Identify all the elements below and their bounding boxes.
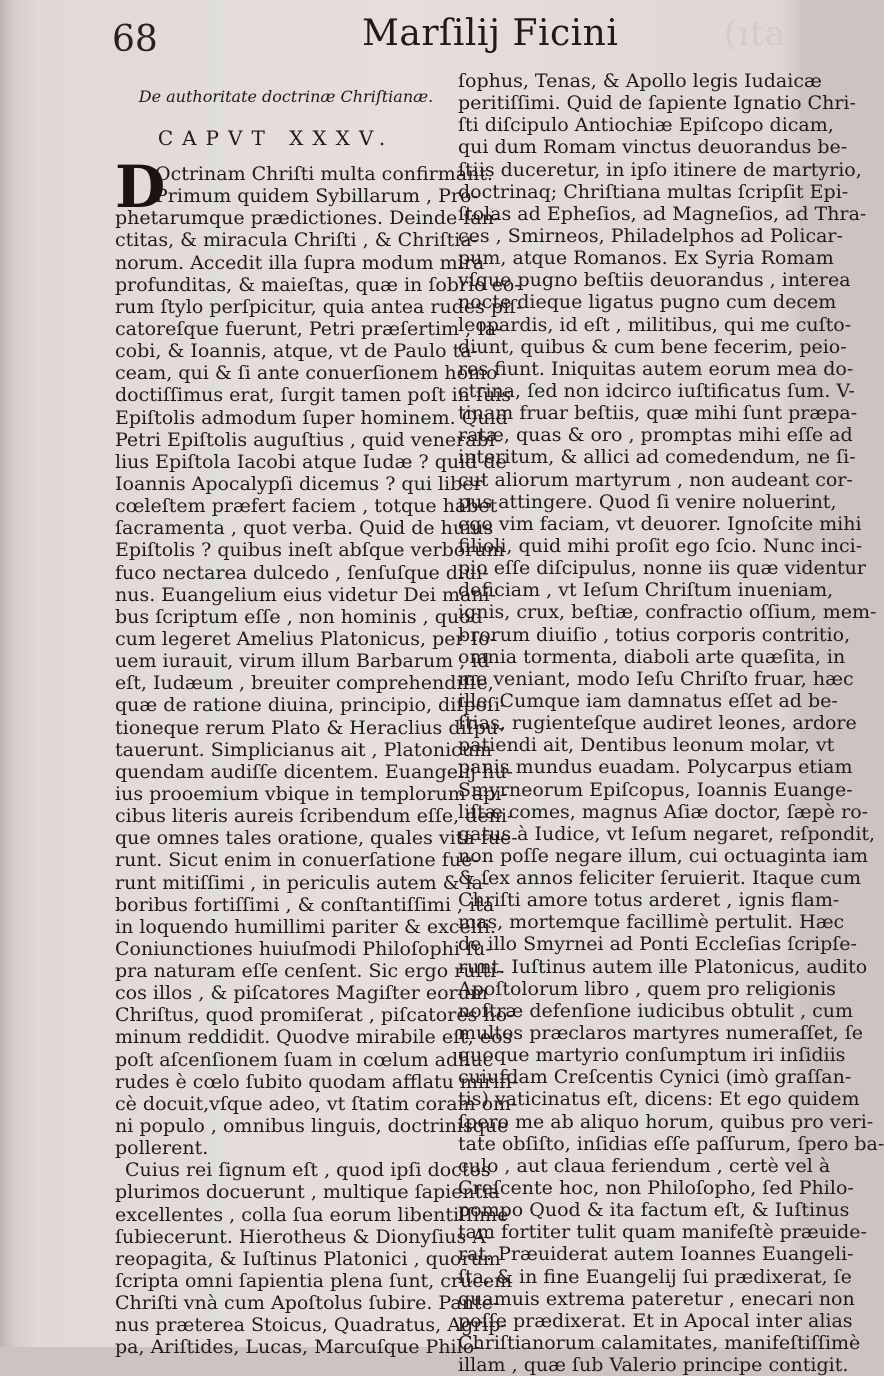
text-line: eſt, Iudæum , breuiter comprehendiſſe, xyxy=(115,672,494,695)
running-head: Marſilij Ficini xyxy=(362,13,619,54)
text-line: deficiam , vt Ieſum Chriſtum inueniam, xyxy=(458,579,834,602)
text-line: nus præterea Stoicus, Quadratus, Agrip- xyxy=(115,1314,507,1337)
text-line: cos illos , & piſcatores Magiſter eorum xyxy=(115,982,488,1005)
text-line: ſcripta omni ſapientia plena ſunt, crucem xyxy=(115,1270,513,1293)
text-line: cobi, & Ioannis, atque, vt de Paulo ta- xyxy=(115,340,478,363)
text-line: pra naturam eſſe cenſent. Sic ergo ruſti- xyxy=(115,960,503,983)
text-line: me veniant, modo Ieſu Chriſto fruar, hæc xyxy=(458,667,854,690)
text-line: non poſſe negare illum, cui octuaginta iam xyxy=(458,844,868,867)
text-line: ſpero me ab aliquo horum, quibus pro veri- xyxy=(458,1110,874,1133)
text-line: nus. Euangelium eius videtur Dei mani- xyxy=(115,583,497,606)
text-line: vſque pugno beſtiis deuorandus , interea xyxy=(458,269,851,292)
text-line: ſubiecerunt. Hierotheus & Dionyſius A- xyxy=(115,1225,493,1248)
text-line: ſta, & in fine Euangelij ſui prædixerat, ſe xyxy=(458,1265,852,1288)
text-line: interitum, & allici ad comedendum, ne ſi- xyxy=(458,446,856,469)
text-line: phetarumque prædictiones. Deinde ſan- xyxy=(115,207,501,230)
text-line: noſtræ defenſione iudicibus obtulit , cum xyxy=(458,999,854,1022)
text-line: quendam audiſſe dicentem. Euangelij hu- xyxy=(115,760,513,783)
left-column-text xyxy=(115,153,523,1359)
text-line: cibus literis aureis ſcribendum eſſe, deni- xyxy=(115,805,514,828)
text-line: catoreſque fuerunt, Petri præſertim , Ia- xyxy=(115,317,503,340)
text-line: ctrina, ſed non idcirco iuſtificatus ſum. V- xyxy=(458,379,855,402)
text-line: nocte dieque ligatus pugno cum decem xyxy=(458,291,837,314)
text-line: runt. Iuſtinus autem ille Platonicus, audito xyxy=(458,955,868,978)
text-line: ille. Cumque iam damnatus eſſet ad be- xyxy=(458,689,838,712)
text-line: ratæ, quas & oro , promptas mihi eſſe ad xyxy=(458,424,853,447)
text-line: Apoſtolorum libro , quem pro religionis xyxy=(458,977,836,1000)
text-line: Ioannis Apocalypſi dicemus ? qui liber xyxy=(115,472,483,495)
page-number: 68 xyxy=(112,19,158,60)
text-line: Cuius rei ſignum eſt , quod ipſi doctos xyxy=(125,1159,491,1182)
text-line: ceam, qui & ſi ante conuerſionem homo xyxy=(115,362,498,385)
text-line: illam , quæ ſub Valerio principe contigit. xyxy=(458,1354,849,1376)
text-line: patiendi ait, Dentibus leonum molar, vt xyxy=(458,734,835,757)
text-line: plurimos docuerunt , multique ſapientia xyxy=(115,1181,500,1204)
text-line: cuiuſdam Creſcentis Cynici (imò graſſan- xyxy=(458,1066,852,1089)
text-line: rat. Præuiderat autem Ioannes Euangeli- xyxy=(458,1243,854,1266)
text-line: Primum quidem Sybillarum , Pro- xyxy=(155,185,478,208)
right-column xyxy=(458,70,884,1376)
text-line: multos præclaros martyres numeraſſet, ſe xyxy=(458,1022,864,1045)
text-line: ſacramenta , quot verba. Quid de huius xyxy=(115,517,494,540)
text-line: excellentes , colla ſua eorum libentiſſime xyxy=(115,1203,509,1226)
text-line: quæ de ratione diuina, principio, diſpoſi- xyxy=(115,694,507,717)
text-line: ſti diſcipulo Antiochiæ Epiſcopo dicam, xyxy=(458,114,834,137)
text-line: in loquendo humillimi pariter & excelſi. xyxy=(115,915,496,938)
text-line: Epiſtolis ? quibus ineſt abſque verborum xyxy=(115,539,505,562)
text-line: fuco nectarea dulcedo , ſenſuſque diui- xyxy=(115,561,489,584)
text-line: pompo Quod & ita factum eſt, & Iuſtinus xyxy=(458,1199,850,1222)
chapter-heading: CAPVT XXXV. xyxy=(157,126,395,150)
text-line: pa, Ariſtides, Lucas, Marcuſque Philo- xyxy=(115,1336,481,1359)
text-line: ni populo , omnibus linguis, doctrinisque xyxy=(115,1115,509,1138)
text-line: ſtolas ad Epheſios, ad Magneſios, ad Thra- xyxy=(458,202,867,225)
text-line: cè docuit,vſque adeo, vt ſtatim coram om- xyxy=(115,1092,518,1115)
text-line: Chriſti amore totus arderet , ignis flam- xyxy=(458,889,840,912)
text-line: peritiſſimi. Quid de ſapiente Ignatio Chri- xyxy=(458,92,856,115)
text-line: ſtiis duceretur, in ipſo itinere de martyrio, xyxy=(458,158,862,181)
text-line: runt mitiſſimi , in periculis autem & la- xyxy=(115,871,490,894)
text-line: ius prooemium vbique in templorum api- xyxy=(115,782,508,805)
text-line: de illo Smyrnei ad Ponti Eccleſias ſcripſe- xyxy=(458,933,857,956)
text-line: pollerent. xyxy=(115,1137,209,1160)
text-line: rudes è cœlo ſubito quodam afflatu mirifi- xyxy=(115,1070,519,1093)
text-line: lius Epiſtola Iacobi atque Iudæ ? quid de xyxy=(115,450,507,473)
drop-cap-block xyxy=(115,153,523,1359)
text-line: panis mundus euadam. Polycarpus etiam xyxy=(458,756,853,779)
text-line: Chriſti vnà cum Apoſtolus ſubire. Pante- xyxy=(115,1292,500,1315)
text-line: mas, mortemque facillimè pertulit. Hæc xyxy=(458,911,845,934)
text-line: ego vim faciam, vt deuorer. Ignoſcite mihi xyxy=(458,512,862,535)
text-line: cut aliorum martyrum , non audeant cor- xyxy=(458,468,853,491)
text-line: diunt, quibus & cum bene fecerim, peio- xyxy=(458,335,847,358)
text-line: Octrinam Chriſti multa confirmant. xyxy=(155,163,494,185)
text-line: ſophus, Tenas, & Apollo legis Iudaicæ xyxy=(458,70,822,92)
text-line: quamuis extrema pateretur , enecari non xyxy=(458,1287,855,1310)
text-line: tate obſiſto, inſidias eſſe paſſurum, ſpero ba- xyxy=(458,1132,884,1155)
bleed-through-text: (ıta xyxy=(723,14,786,54)
text-line: pio eſſe diſcipulus, nonne iis quæ videntur xyxy=(458,557,866,580)
text-line: & ſex annos feliciter ſeruierit. Itaque cum xyxy=(458,867,861,890)
text-line: Chriſtianorum calamitates, manifeſtiſſimè xyxy=(458,1332,861,1355)
text-line: Chriſtus, quod promiſerat , piſcatores ho- xyxy=(115,1004,514,1027)
text-line: doctiſſimus erat, ſurgit tamen poſt in ſuis xyxy=(115,384,512,407)
text-line: filioli, quid mihi proſit ego ſcio. Nunc inci- xyxy=(458,534,863,557)
text-line: leopardis, id eſt , militibus, qui me cuſto- xyxy=(458,313,852,336)
left-column xyxy=(115,85,523,1359)
text-line: tioneque rerum Plato & Heraclius diſpu- xyxy=(115,716,505,739)
text-line: brorum diuiſio , totius corporis contritio, xyxy=(458,623,851,646)
text-line: ſtias, rugienteſque audiret leones, ardore xyxy=(458,712,857,735)
section-subtitle: De authoritate doctrinæ Chriſtianæ. xyxy=(138,87,434,106)
text-line: profunditas, & maieſtas, quæ in ſobrio eo- xyxy=(115,273,521,296)
text-line: tis) vaticinatus eſt, dicens: Et ego quidem xyxy=(458,1088,860,1111)
text-line: qui dum Romam vinctus deuorandus be- xyxy=(458,136,848,159)
text-line: gatus à Iudice, vt Ieſum negaret, reſpondit, xyxy=(458,822,876,845)
text-line: Coniunctiones huiuſmodi Philoſophi ſu- xyxy=(115,937,492,960)
text-line: tam fortiter tulit quam manifeſtè præuide- xyxy=(458,1221,867,1244)
text-line: tinam fruar beſtiis, quæ mihi ſunt præpa- xyxy=(458,402,858,425)
text-line: cum legeret Amelius Platonicus, per Io- xyxy=(115,627,497,650)
text-line: runt. Sicut enim in conuerſatione fue- xyxy=(115,849,479,872)
text-line: Petri Epiſtolis auguſtius , quid venerabi- xyxy=(115,428,502,451)
text-line: doctrinaq; Chriſtiana multas ſcripſit Epi- xyxy=(458,180,849,203)
text-line: boribus fortiſſimi , & conſtantiſſimi , ita xyxy=(115,893,495,916)
drop-cap-initial: D xyxy=(115,153,166,221)
text-line: bus ſcriptum eſſe , non hominis , quod xyxy=(115,605,483,628)
text-line: Smyrneorum Epiſcopus, Ioannis Euange- xyxy=(458,778,853,801)
text-line: pus attingere. Quod ſi venire noluerint, xyxy=(458,490,837,513)
text-line: norum. Accedit illa ſupra modum mira xyxy=(115,251,485,274)
text-line: pum, atque Romanos. Ex Syria Romam xyxy=(458,247,834,270)
text-line: Epiſtolis admodum ſuper hominem. Quid xyxy=(115,406,508,429)
text-line: uem iurauit, virum illum Barbarum , id xyxy=(115,650,490,673)
text-line: ces , Smirneos, Philadelphos ad Policar- xyxy=(458,224,843,247)
text-line: rum ſtylo perſpicitur, quia antea rudes piſ- xyxy=(115,295,523,318)
text-line: que omnes tales oratione, quales vita fue- xyxy=(115,827,518,850)
text-line: Creſcente hoc, non Philoſopho, ſed Philo- xyxy=(458,1177,854,1200)
text-line: poſt aſcenſionem ſuam in cœlum adhuc xyxy=(115,1048,494,1071)
text-line: quoque martyrio conſumptum iri inſidiis xyxy=(458,1044,846,1067)
text-line: reopagita, & Iuſtinus Platonici , quorum xyxy=(115,1247,501,1270)
text-line: poſſe prædixerat. Et in Apocal inter alias xyxy=(458,1309,853,1332)
text-line: minum reddidit. Quodve mirabile eſt, eos xyxy=(115,1026,513,1049)
text-line: ctitas, & miracula Chriſti , & Chriſtia- xyxy=(115,229,479,252)
text-line: tauerunt. Simplicianus ait , Platonicum xyxy=(115,738,493,761)
text-line: cœleſtem præfert faciem , totque habet xyxy=(115,495,498,518)
text-line: omnia tormenta, diaboli arte quæſita, in xyxy=(458,645,846,668)
text-line: res fiunt. Iniquitas autem eorum mea do- xyxy=(458,357,854,380)
text-line: liſtæ comes, magnus Aſiæ doctor, ſæpè ro- xyxy=(458,800,869,823)
right-column-text xyxy=(458,70,884,1376)
text-line: ignis, crux, beſtiæ, confractio oſſium, mem- xyxy=(458,601,877,624)
text-line: culo , aut claua feriendum , certè vel à xyxy=(458,1154,831,1177)
